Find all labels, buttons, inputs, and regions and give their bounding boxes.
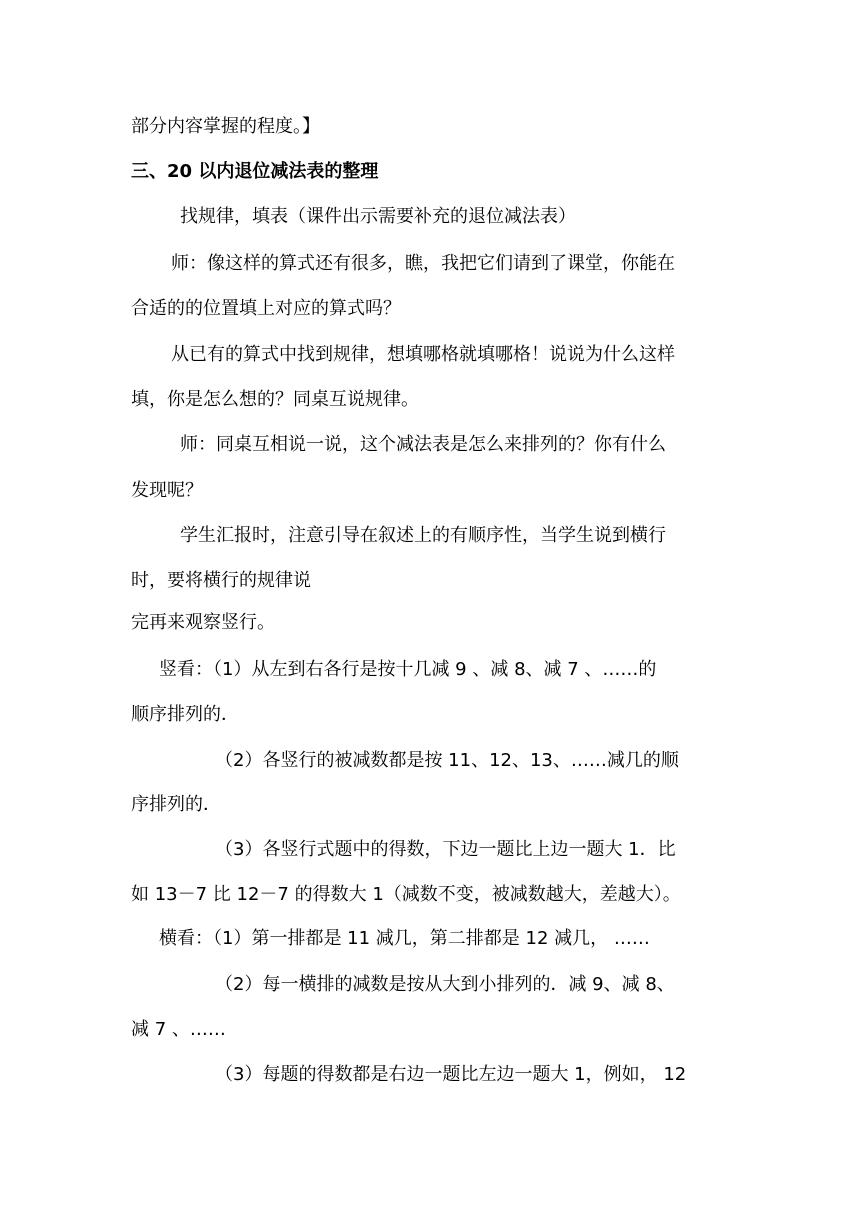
section-heading: 三、20 以内退位减法表的整理 xyxy=(131,161,379,182)
text-line-19: 横看：（1）第一排都是 11 减几，第二排都是 12 减几， …… xyxy=(159,928,650,949)
text-line-21: 减 7 、…… xyxy=(131,1019,226,1040)
text-line-12: 完再来观察竖行。 xyxy=(131,612,275,633)
text-line-6: 从已有的算式中找到规律，想填哪格就填哪格！说说为什么这样 xyxy=(171,344,675,365)
text-line-20: （2）每一横排的减数是按从大到小排列的．减 9、减 8、 xyxy=(215,974,675,995)
text-line-22: （3）每题的得数都是右边一题比左边一题大 1，例如， 12 xyxy=(215,1064,687,1085)
text-line-8: 师：同桌互相说一说，这个减法表是怎么来排列的？你有什么 xyxy=(180,434,666,455)
text-line-18: 如 13－7 比 12－7 的得数大 1（减数不变，被减数越大，差越大）。 xyxy=(131,884,681,905)
text-line-13: 竖看：（1）从左到右各行是按十几减 9 、减 8、减 7 、……的 xyxy=(159,659,657,680)
text-line-7: 填，你是怎么想的？同桌互说规律。 xyxy=(131,389,419,410)
text-line-16: 序排列的． xyxy=(131,794,221,815)
text-line-1: 部分内容掌握的程度。】 xyxy=(131,116,320,137)
text-line-11: 时，要将横行的规律说 xyxy=(131,570,311,591)
text-line-17: （3）各竖行式题中的得数，下边一题比上边一题大 1．比 xyxy=(215,839,676,860)
text-line-10: 学生汇报时，注意引导在叙述上的有顺序性，当学生说到横行 xyxy=(180,525,666,546)
text-line-15: （2）各竖行的被减数都是按 11、12、13、……减几的顺 xyxy=(215,750,679,771)
text-line-5: 合适的的位置填上对应的算式吗？ xyxy=(131,298,401,319)
text-line-9: 发现呢？ xyxy=(131,480,203,501)
text-line-4: 师：像这样的算式还有很多，瞧，我把它们请到了课堂，你能在 xyxy=(171,253,675,274)
text-line-3: 找规律，填表（课件出示需要补充的退位减法表） xyxy=(180,206,576,227)
text-line-14: 顺序排列的． xyxy=(131,704,239,725)
